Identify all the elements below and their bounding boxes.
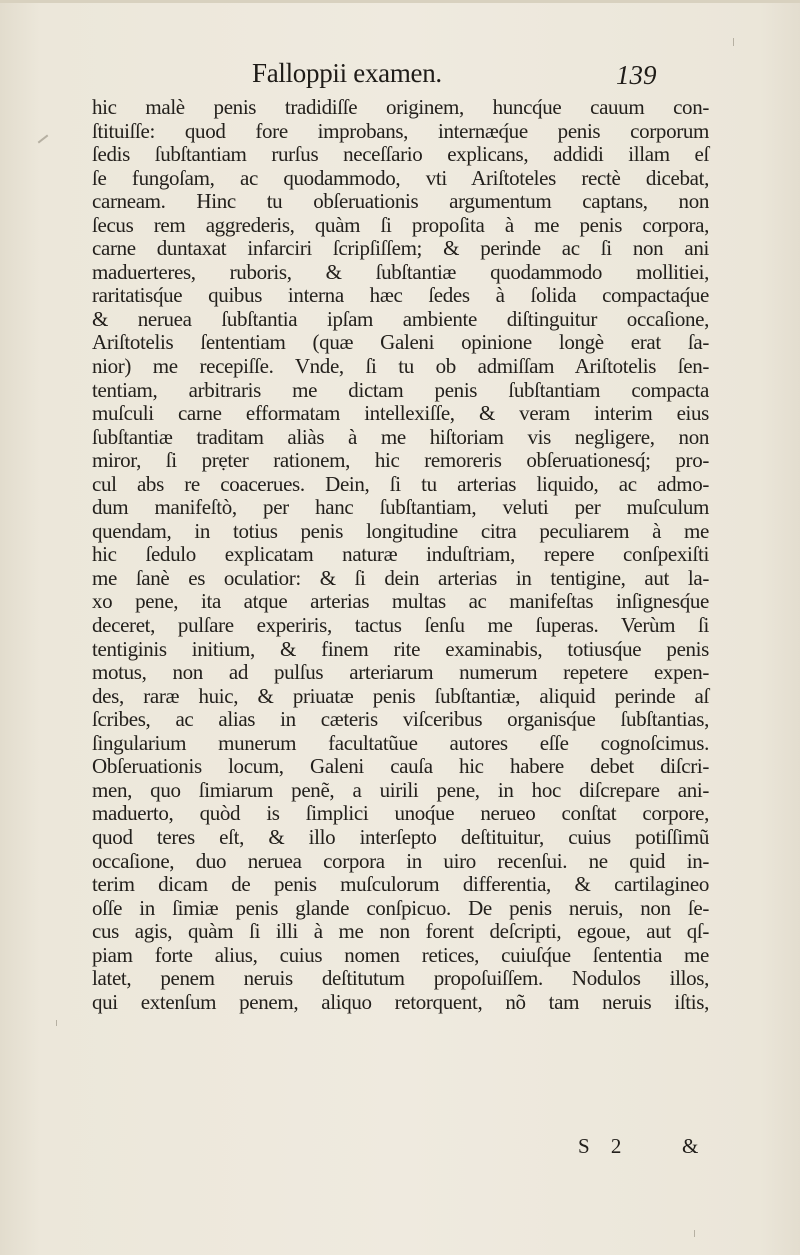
text-line: nior) me recepiſſe. Vnde, ſi tu ob admiſſam Ariſtotelis ſen- [92, 354, 709, 379]
text-line: ſubſtantiæ traditam aliàs à me hiſtoriam vis negligere, non [92, 424, 709, 449]
text-line: muſculi carne efformatam intellexiſſe, & veram interim eius [92, 401, 709, 426]
text-line: xo pene, ita atque arterias multas ac manifeſtas inſignesq́ue [92, 589, 709, 614]
text-line: piam forte alius, cuius nomen retices, cuiuſq́ue ſententia me [92, 942, 709, 967]
text-line: motus, non ad pulſus arteriarum numerum repetere expen- [92, 660, 709, 685]
text-line: quendam, in totius penis longitudine citra peculiarem à me [92, 518, 709, 543]
text-line: hic malè penis tradidiſſe originem, huncq́ue cauum con- [92, 95, 709, 119]
text-line: Ariſtotelis ſententiam (quæ Galeni opinione longè erat ſa- [92, 330, 709, 355]
text-line: ſcribes, ac alias in cæteris viſceribus organisq́ue ſubſtantias, [92, 707, 709, 732]
text-line: tentiam, arbitraris me dictam penis ſubſtantiam compacta [92, 377, 709, 402]
text-line: maduerto, quòd is ſimplici unoq́ue nerueo conſtat corpore, [92, 801, 709, 826]
running-head-title: Falloppii examen. [252, 58, 442, 88]
text-line: cul abs re coacerues. Dein, ſi tu arterias liquido, ac admo- [92, 471, 709, 496]
page-top-edge [0, 0, 800, 3]
catchline [574, 1134, 710, 1160]
signature-mark: S 2 [578, 1134, 630, 1158]
text-line: & neruea ſubſtantia ipſam ambiente diſtinguitur occaſione, [92, 306, 709, 331]
text-line: deceret, pulſare experiris, tactus ſenſu me ſuperas. Verùm ſi [92, 613, 709, 638]
margin-pencil-mark [56, 1020, 57, 1026]
text-line: tentiginis initium, & finem rite examinabis, totiusq́ue penis [92, 636, 709, 661]
running-head [0, 58, 800, 92]
body-text [92, 96, 709, 1014]
text-line: miror, ſi prẹter rationem, hic remoreris obſeruationesq́; pro- [92, 448, 709, 473]
text-line: me ſanè es oculatior: & ſi dein arterias in tentigine, aut la- [92, 565, 709, 590]
text-line: dum manifeſtò, per hanc ſubſtantiam, veluti per muſculum [92, 495, 709, 520]
text-line: raritatisq́ue quibus interna hæc ſedes à ſolida compactaq́ue [92, 283, 709, 308]
text-line: cus agis, quàm ſi illi à me non forent deſcripti, egoue, aut qſ- [92, 919, 709, 944]
text-line: qui extenſum penem, aliquo retorquent, nõ tam neruis iſtis, [92, 989, 709, 1014]
margin-pencil-mark [38, 135, 49, 144]
text-line: ſe fungoſam, ac quodammodo, vti Ariſtoteles rectè dicebat, [92, 165, 709, 190]
margin-pencil-mark [733, 38, 734, 46]
text-line: men, quo ſimiarum penẽ, a uirili pene, in hoc diſcrepare ani- [92, 777, 709, 802]
margin-pencil-mark [694, 1230, 695, 1237]
text-line: ſecus rem aggrederis, quàm ſi propoſita à me penis corpora, [92, 212, 709, 237]
page-number: 139 [616, 60, 657, 90]
text-line: Obſeruationis locum, Galeni cauſa hic habere debet diſcri- [92, 754, 709, 779]
catchword: & [682, 1134, 699, 1158]
text-line: maduerteres, ruboris, & ſubſtantiæ quodammodo mollitiei, [92, 259, 709, 284]
text-line: hic ſedulo explicatam naturæ induſtriam, repere conſpexiſti [92, 542, 709, 567]
text-line: ſedis ſubſtantiam rurſus neceſſario explicans, addidi illam eſ [92, 142, 709, 167]
text-line: quod teres eſt, & illo interſepto deſtituitur, cuius potiſſimũ [92, 824, 709, 849]
text-line: carne duntaxat infarciri ſcripſiſſem; & perinde ac ſi non ani [92, 236, 709, 261]
text-line: occaſione, duo neruea corpora in uiro recenſui. ne quid in- [92, 848, 709, 873]
text-line: des, raræ huic, & priuatæ penis ſubſtantiæ, aliquid perinde aſ [92, 683, 709, 708]
text-line: terim dicam de penis muſculorum differentia, & cartilagineo [92, 872, 709, 897]
text-line: ſingularium munerum facultatũue autores eſſe cognoſcimus. [92, 730, 709, 755]
text-line: carneam. Hinc tu obſeruationis argumentum captans, non [92, 189, 709, 214]
text-line: oſſe in ſimiæ penis glande conſpicuo. De penis neruis, non ſe- [92, 895, 709, 920]
text-line: latet, penem neruis deſtitutum propoſuiſſem. Nodulos illos, [92, 966, 709, 991]
text-line: ſtituiſſe: quod fore improbans, internæq́ue penis corporum [92, 118, 709, 143]
